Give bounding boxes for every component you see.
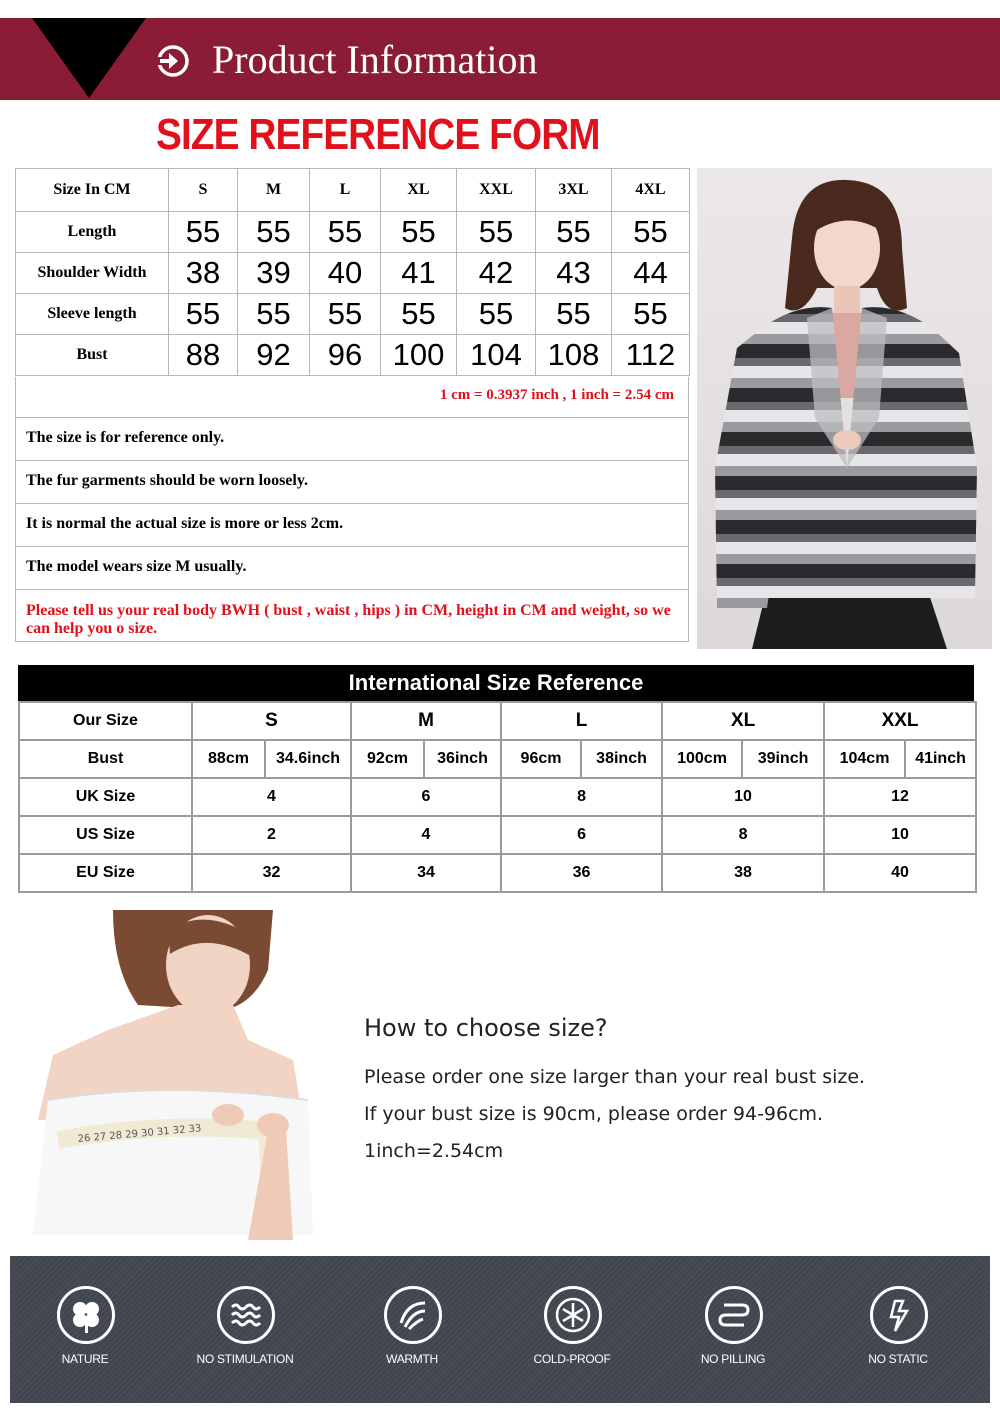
feature-nature xyxy=(10,1256,160,1403)
cell: 10 xyxy=(824,816,976,854)
cell: 92cm xyxy=(351,740,424,778)
cell: 55 xyxy=(381,212,457,253)
cell: 55 xyxy=(612,294,690,335)
cell: 8 xyxy=(501,778,662,816)
feature-no-pilling xyxy=(658,1256,808,1403)
table-row xyxy=(16,212,690,253)
cell: 100 xyxy=(381,335,457,376)
size-header: S xyxy=(169,169,238,212)
table-row xyxy=(16,253,690,294)
cell: 88 xyxy=(169,335,238,376)
page-title: Product Information xyxy=(212,37,538,82)
table-row xyxy=(16,335,690,376)
table-row xyxy=(19,854,976,892)
feature-cold-proof xyxy=(497,1256,647,1403)
feature-no-static xyxy=(823,1256,973,1403)
size-reference-title: SIZE REFERENCE FORM xyxy=(156,110,600,159)
waves-icon xyxy=(217,1286,275,1344)
cell: 38inch xyxy=(581,740,662,778)
row-label: Sleeve length xyxy=(16,294,169,335)
row-label: Bust xyxy=(16,335,169,376)
measuring-bust-photo xyxy=(18,910,318,1250)
size-request-line: Please tell us your real body BWH ( bust , waist , hips ) in CM, height in CM and weight, so we xyxy=(26,602,671,619)
choose-size-line: If your bust size is 90cm, please order 94-96cm. xyxy=(364,1103,824,1125)
table-row xyxy=(16,294,690,335)
model-photo xyxy=(697,168,992,649)
table-row xyxy=(19,816,976,854)
cell: 10 xyxy=(662,778,824,816)
cell: 2 xyxy=(192,816,351,854)
warmth-icon xyxy=(384,1286,442,1344)
corner-cell: Our Size xyxy=(19,702,192,740)
cell: 40 xyxy=(310,253,381,294)
cell: 8 xyxy=(662,816,824,854)
choose-size-line: 1inch=2.54cm xyxy=(364,1140,504,1162)
cell: 34.6inch xyxy=(265,740,351,778)
cell: 104 xyxy=(457,335,536,376)
table-row xyxy=(19,740,976,778)
size-header: L xyxy=(501,702,662,740)
size-header: 3XL xyxy=(536,169,612,212)
cell: 4 xyxy=(192,778,351,816)
cell: 112 xyxy=(612,335,690,376)
cell: 96 xyxy=(310,335,381,376)
choose-size-line: Please order one size larger than your real bust size. xyxy=(364,1066,866,1088)
cell: 55 xyxy=(457,212,536,253)
cell: 44 xyxy=(612,253,690,294)
size-header: S xyxy=(192,702,351,740)
snowflake-icon xyxy=(544,1286,602,1344)
woman-measuring-image xyxy=(18,910,318,1250)
cell: 38 xyxy=(169,253,238,294)
cell: 41inch xyxy=(905,740,976,778)
row-label: Length xyxy=(16,212,169,253)
cell: 4 xyxy=(351,816,501,854)
size-note: The model wears size M usually. xyxy=(15,547,689,590)
feature-warmth xyxy=(337,1256,487,1403)
row-label: US Size xyxy=(19,816,192,854)
row-label: EU Size xyxy=(19,854,192,892)
pilling-icon xyxy=(705,1286,763,1344)
size-header: M xyxy=(238,169,310,212)
size-header: M xyxy=(351,702,501,740)
cell: 55 xyxy=(310,212,381,253)
size-request-line: can help you o size. xyxy=(26,620,158,637)
cell: 39 xyxy=(238,253,310,294)
features-strip xyxy=(10,1256,990,1403)
cell: 100cm xyxy=(662,740,742,778)
cell: 36inch xyxy=(424,740,501,778)
size-header: 4XL xyxy=(612,169,690,212)
cell: 43 xyxy=(536,253,612,294)
size-header: XXL xyxy=(824,702,976,740)
cell: 96cm xyxy=(501,740,581,778)
row-label: UK Size xyxy=(19,778,192,816)
cell: 104cm xyxy=(824,740,905,778)
corner-cell: Size In CM xyxy=(16,169,169,212)
feature-no-stimulation xyxy=(170,1256,320,1403)
cell: 39inch xyxy=(742,740,824,778)
cell: 6 xyxy=(351,778,501,816)
cell: 55 xyxy=(612,212,690,253)
cell: 92 xyxy=(238,335,310,376)
feature-label: NO STIMULATION xyxy=(196,1352,294,1366)
cell: 6 xyxy=(501,816,662,854)
cell: 55 xyxy=(381,294,457,335)
fur-jacket-model-image xyxy=(697,168,992,649)
size-request-note xyxy=(15,590,689,642)
row-label: Bust xyxy=(19,740,192,778)
unit-conversion-note: 1 cm = 0.3937 inch , 1 inch = 2.54 cm xyxy=(15,377,689,418)
size-note: The size is for reference only. xyxy=(15,418,689,461)
cell: 55 xyxy=(169,294,238,335)
cell: 55 xyxy=(536,294,612,335)
table-header-row xyxy=(19,702,976,740)
size-header: XXL xyxy=(457,169,536,212)
table-header-row xyxy=(16,169,690,212)
banner-triangle xyxy=(32,18,146,98)
feature-label: NO STATIC xyxy=(868,1352,928,1366)
clover-icon xyxy=(57,1286,115,1344)
tape-numbers: 26 27 28 29 30 31 32 33 xyxy=(77,1123,202,1145)
size-header: XL xyxy=(662,702,824,740)
cell: 55 xyxy=(238,294,310,335)
cell: 32 xyxy=(192,854,351,892)
cell: 38 xyxy=(662,854,824,892)
cell: 88cm xyxy=(192,740,265,778)
feature-label: COLD-PROOF xyxy=(533,1352,611,1366)
lightning-icon xyxy=(870,1286,928,1344)
international-size-table xyxy=(18,701,977,893)
cell: 55 xyxy=(169,212,238,253)
cell: 55 xyxy=(310,294,381,335)
cell: 40 xyxy=(824,854,976,892)
size-header: XL xyxy=(381,169,457,212)
table-row xyxy=(19,778,976,816)
cell: 55 xyxy=(238,212,310,253)
feature-label: NO PILLING xyxy=(700,1352,766,1366)
international-size-title: International Size Reference xyxy=(18,665,974,701)
size-note: It is normal the actual size is more or less 2cm. xyxy=(15,504,689,547)
row-label: Shoulder Width xyxy=(16,253,169,294)
feature-label: NATURE xyxy=(61,1352,109,1366)
feature-label: WARMTH xyxy=(386,1352,438,1366)
cell: 55 xyxy=(457,294,536,335)
cell: 42 xyxy=(457,253,536,294)
cell: 34 xyxy=(351,854,501,892)
size-note: The fur garments should be worn loosely. xyxy=(15,461,689,504)
cell: 36 xyxy=(501,854,662,892)
cell: 12 xyxy=(824,778,976,816)
size-reference-table xyxy=(15,168,690,376)
cell: 41 xyxy=(381,253,457,294)
cell: 108 xyxy=(536,335,612,376)
choose-size-title: How to choose size? xyxy=(364,1014,608,1042)
cell: 55 xyxy=(536,212,612,253)
arrow-right-circle-icon xyxy=(156,44,190,78)
size-header: L xyxy=(310,169,381,212)
